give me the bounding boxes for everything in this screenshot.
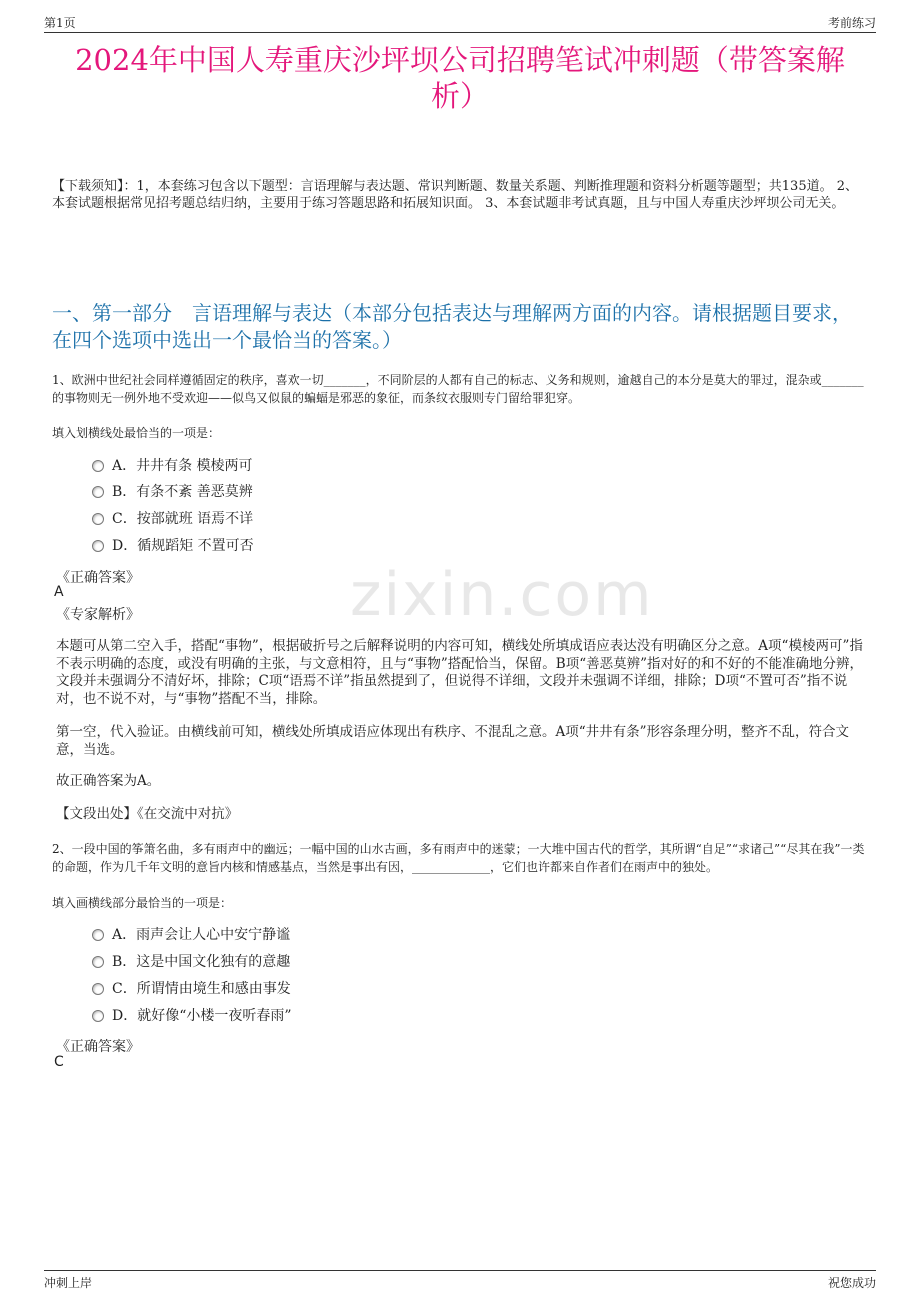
q1-analysis-label: 《专家解析》 bbox=[56, 607, 140, 623]
download-notice: 【下载须知】：1，本套练习包含以下题型：言语理解与表达题、常识判断题、数量关系题、判断推理题和资料分析题等题型；共135道。 2、本套试题根据常见招考题总结归纳，主要用于练习答题思路和拓展知识面。 3、本套试题非考试真题，且与中国人寿重庆沙坪坝公司无关。 bbox=[52, 179, 858, 211]
radio-icon[interactable] bbox=[92, 956, 104, 968]
q1-option-d[interactable]: D．循规蹈矩 不置可否 bbox=[92, 536, 254, 556]
watermark: zixin.com bbox=[350, 560, 654, 630]
page-number: 第1页 bbox=[44, 16, 76, 30]
q2-option-b[interactable]: B．这是中国文化独有的意趣 bbox=[92, 952, 290, 972]
radio-icon[interactable] bbox=[92, 513, 104, 525]
q1-answer: A bbox=[54, 584, 64, 600]
q1-option-b[interactable]: B．有条不紊 善恶莫辨 bbox=[92, 482, 253, 502]
q2-option-c[interactable]: C．所谓情由境生和感由事发 bbox=[92, 979, 291, 999]
q1-source: 【文段出处】《在交流中对抗》 bbox=[56, 806, 239, 822]
q1-analysis-para-2: 第一空，代入验证。由横线前可知，横线处所填成语应体现出有秩序、不混乱之意。A项“井井有条”形容条理分明，整齐不乱，符合文意，当选。 bbox=[56, 724, 850, 758]
q1-option-a[interactable]: A．井井有条 模棱两可 bbox=[92, 456, 253, 476]
question-2-stem: 2、一段中国的筝箫名曲，多有雨声中的幽远；一幅中国的山水古画，多有雨声中的迷蒙；一大堆中国古代的哲学，其所谓“自足”“求诸己”“尽其在我”一类的命题，作为几千年文明的意旨内核和情感基点，当然是事出有因，_____________，它们也许都来自作者们在雨声中的独处。 bbox=[52, 842, 865, 874]
footer-right-text: 祝您成功 bbox=[827, 1276, 876, 1290]
question-1-stem: 1、欧洲中世纪社会同样遵循固定的秩序，喜欢一切_______，不同阶层的人都有自己的标志、义务和规则，逾越自己的本分是莫大的罪过，混杂或_______的事物则无一例外地不受欢迎——似鸟又似鼠的蝙蝠是邪恶的象征，而条纹衣服则专门留给罪犯穿。 bbox=[52, 373, 864, 405]
radio-icon[interactable] bbox=[92, 460, 104, 472]
q1-answer-label: 《正确答案》 bbox=[56, 570, 140, 586]
q2-option-a[interactable]: A．雨声会让人心中安宁静谧 bbox=[92, 925, 290, 945]
header-tag: 考前练习 bbox=[827, 16, 876, 30]
page-footer bbox=[44, 1270, 876, 1293]
q2-option-d[interactable]: D．就好像“小楼一夜听春雨” bbox=[92, 1006, 292, 1026]
radio-icon[interactable] bbox=[92, 486, 104, 498]
q1-analysis-para-1: 本题可从第二空入手，搭配“事物”，根据破折号之后解释说明的内容可知，横线处所填成语应表达没有明确区分之意。A项“模棱两可”指不表示明确的态度，或没有明确的主张，与文意相符，且与“事物”搭配恰当，保留。B项“善恶莫辨”指对好的和不好的不能准确地分辨，文段并未强调分不清好坏，排除；C项“语焉不详”指虽然提到了，但说得不详细，文段并未强调不详细，排除；D项“不置可否”指不说对，也不说不对，与“事物”搭配不当，排除。 bbox=[56, 638, 864, 707]
question-2-prompt: 填入画横线部分最恰当的一项是： bbox=[52, 896, 233, 910]
q1-analysis-conclusion: 故正确答案为A。 bbox=[56, 773, 161, 789]
radio-icon[interactable] bbox=[92, 540, 104, 552]
page-header bbox=[44, 12, 876, 33]
document-title: 2024年中国人寿重庆沙坪坝公司招聘笔试冲刺题（带答案解析） bbox=[75, 43, 845, 113]
q2-answer: C bbox=[54, 1054, 64, 1070]
radio-icon[interactable] bbox=[92, 1010, 104, 1022]
radio-icon[interactable] bbox=[92, 929, 104, 941]
q1-option-c[interactable]: C．按部就班 语焉不详 bbox=[92, 509, 253, 529]
radio-icon[interactable] bbox=[92, 983, 104, 995]
q2-answer-label: 《正确答案》 bbox=[56, 1039, 140, 1055]
footer-left-text: 冲刺上岸 bbox=[44, 1276, 93, 1290]
section-heading: 一、第一部分 言语理解与表达（本部分包括表达与理解两方面的内容。请根据题目要求，在四个选项中选出一个最恰当的答案。） bbox=[52, 301, 852, 352]
question-1-prompt: 填入划横线处最恰当的一项是： bbox=[52, 426, 221, 440]
